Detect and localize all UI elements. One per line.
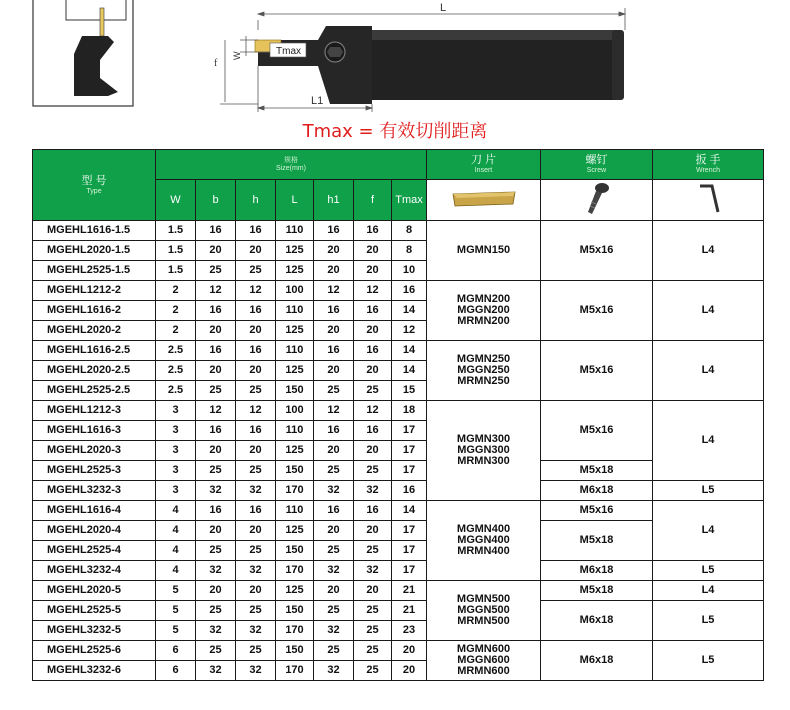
cell-w: 2.5 bbox=[156, 341, 196, 361]
screw-icon bbox=[582, 182, 612, 216]
wrench-cell: L5 bbox=[653, 561, 764, 581]
cell-b: 20 bbox=[196, 521, 236, 541]
cell-h1: 32 bbox=[314, 481, 354, 501]
cell-w: 1.5 bbox=[156, 241, 196, 261]
col-w: W bbox=[156, 180, 196, 221]
insert-cell: MGMN600 MGGN600 MRMN600 bbox=[427, 641, 541, 681]
cell-b: 20 bbox=[196, 241, 236, 261]
cell-b: 16 bbox=[196, 221, 236, 241]
cell-f: 20 bbox=[354, 321, 392, 341]
wrench-cell: L5 bbox=[653, 601, 764, 641]
cell-f: 16 bbox=[354, 501, 392, 521]
cell-b: 25 bbox=[196, 641, 236, 661]
cell-tmax: 20 bbox=[392, 661, 427, 681]
cell-b: 32 bbox=[196, 561, 236, 581]
model-cell: MGEHL2525-6 bbox=[33, 641, 156, 661]
cell-f: 16 bbox=[354, 421, 392, 441]
insert-cell: MGMN300 MGGN300 MRMN300 bbox=[427, 401, 541, 501]
insert-cell: MGMN250 MGGN250 MRMN250 bbox=[427, 341, 541, 401]
cell-f: 12 bbox=[354, 281, 392, 301]
cell-b: 20 bbox=[196, 321, 236, 341]
cell-f: 25 bbox=[354, 621, 392, 641]
spec-table bbox=[32, 149, 764, 681]
cell-h1: 32 bbox=[314, 661, 354, 681]
screw-cell: M5x16 bbox=[541, 281, 653, 341]
table-row bbox=[33, 601, 764, 621]
cell-h: 32 bbox=[236, 561, 276, 581]
screw-cell: M5x18 bbox=[541, 581, 653, 601]
insert-image bbox=[427, 180, 541, 221]
cell-b: 20 bbox=[196, 581, 236, 601]
cell-f: 16 bbox=[354, 301, 392, 321]
cell-b: 25 bbox=[196, 261, 236, 281]
screw-cell: M6x18 bbox=[541, 641, 653, 681]
cell-tmax: 17 bbox=[392, 441, 427, 461]
screw-cell: M6x18 bbox=[541, 561, 653, 581]
cell-h1: 12 bbox=[314, 281, 354, 301]
cell-h1: 32 bbox=[314, 621, 354, 641]
cell-w: 6 bbox=[156, 641, 196, 661]
wrench-cell: L4 bbox=[653, 281, 764, 341]
cell-b: 16 bbox=[196, 501, 236, 521]
cell-h: 32 bbox=[236, 661, 276, 681]
cell-w: 2 bbox=[156, 321, 196, 341]
cell-b: 25 bbox=[196, 541, 236, 561]
cell-w: 1.5 bbox=[156, 261, 196, 281]
tmax-definition: Tmax = 有效切削距离 bbox=[302, 121, 488, 142]
cell-w: 4 bbox=[156, 501, 196, 521]
cell-tmax: 17 bbox=[392, 461, 427, 481]
dimension-w-f bbox=[220, 36, 258, 104]
cell-h: 12 bbox=[236, 401, 276, 421]
cell-w: 3 bbox=[156, 481, 196, 501]
cell-h1: 25 bbox=[314, 641, 354, 661]
col-tmax: Tmax bbox=[392, 180, 427, 221]
wrench-cell: L5 bbox=[653, 641, 764, 681]
model-cell: MGEHL2525-2.5 bbox=[33, 381, 156, 401]
cell-w: 3 bbox=[156, 441, 196, 461]
cell-b: 25 bbox=[196, 601, 236, 621]
cell-h: 20 bbox=[236, 241, 276, 261]
model-cell: MGEHL3232-6 bbox=[33, 661, 156, 681]
cell-l: 125 bbox=[276, 321, 314, 341]
cell-h1: 25 bbox=[314, 381, 354, 401]
cell-h1: 16 bbox=[314, 301, 354, 321]
model-cell: MGEHL2525-1.5 bbox=[33, 261, 156, 281]
cell-f: 25 bbox=[354, 661, 392, 681]
cell-tmax: 14 bbox=[392, 341, 427, 361]
cell-l: 110 bbox=[276, 301, 314, 321]
cell-f: 25 bbox=[354, 641, 392, 661]
cell-h1: 20 bbox=[314, 581, 354, 601]
cell-tmax: 8 bbox=[392, 241, 427, 261]
cell-h: 25 bbox=[236, 381, 276, 401]
cell-b: 25 bbox=[196, 461, 236, 481]
cell-h1: 20 bbox=[314, 321, 354, 341]
cell-h: 20 bbox=[236, 441, 276, 461]
cell-h: 25 bbox=[236, 461, 276, 481]
screw-cell: M6x18 bbox=[541, 601, 653, 641]
dim-label-f: f bbox=[214, 58, 218, 69]
cell-w: 4 bbox=[156, 561, 196, 581]
header-wrench: 扳 手 Wrench bbox=[653, 150, 764, 180]
cell-tmax: 17 bbox=[392, 421, 427, 441]
screw-cell: M5x16 bbox=[541, 401, 653, 461]
cell-l: 170 bbox=[276, 561, 314, 581]
model-cell: MGEHL1616-2 bbox=[33, 301, 156, 321]
cell-f: 12 bbox=[354, 401, 392, 421]
cell-tmax: 16 bbox=[392, 481, 427, 501]
screw-cell: M5x18 bbox=[541, 521, 653, 561]
model-cell: MGEHL1616-1.5 bbox=[33, 221, 156, 241]
cell-tmax: 14 bbox=[392, 301, 427, 321]
header-screw: 螺钉 Screw bbox=[541, 150, 653, 180]
cell-b: 32 bbox=[196, 661, 236, 681]
cell-tmax: 15 bbox=[392, 381, 427, 401]
cell-b: 16 bbox=[196, 301, 236, 321]
cell-h1: 20 bbox=[314, 441, 354, 461]
cell-h: 25 bbox=[236, 541, 276, 561]
cell-tmax: 14 bbox=[392, 501, 427, 521]
cell-h: 25 bbox=[236, 261, 276, 281]
cell-l: 150 bbox=[276, 381, 314, 401]
cell-b: 20 bbox=[196, 441, 236, 461]
cell-f: 25 bbox=[354, 541, 392, 561]
cell-w: 5 bbox=[156, 601, 196, 621]
cell-h: 20 bbox=[236, 361, 276, 381]
wrench-cell: L4 bbox=[653, 221, 764, 281]
cell-h: 32 bbox=[236, 481, 276, 501]
header-type: 型 号 Type bbox=[33, 150, 156, 221]
cell-f: 32 bbox=[354, 481, 392, 501]
model-cell: MGEHL3232-3 bbox=[33, 481, 156, 501]
model-cell: MGEHL2525-4 bbox=[33, 541, 156, 561]
col-l: L bbox=[276, 180, 314, 221]
screw-image bbox=[541, 180, 653, 221]
cell-h: 32 bbox=[236, 621, 276, 641]
table-row bbox=[33, 221, 764, 241]
cell-f: 25 bbox=[354, 461, 392, 481]
cell-tmax: 17 bbox=[392, 541, 427, 561]
table-row bbox=[33, 281, 764, 301]
col-f: f bbox=[354, 180, 392, 221]
dim-label-w: W bbox=[232, 51, 242, 60]
table-row bbox=[33, 581, 764, 601]
cell-w: 2 bbox=[156, 301, 196, 321]
insert-icon bbox=[449, 188, 519, 210]
cell-tmax: 21 bbox=[392, 601, 427, 621]
cell-l: 100 bbox=[276, 281, 314, 301]
insert-cell: MGMN500 MGGN500 MRMN500 bbox=[427, 581, 541, 641]
cell-h: 20 bbox=[236, 581, 276, 601]
screw-cell: M5x16 bbox=[541, 221, 653, 281]
cell-l: 125 bbox=[276, 441, 314, 461]
cell-h1: 16 bbox=[314, 341, 354, 361]
cell-tmax: 20 bbox=[392, 641, 427, 661]
cell-w: 4 bbox=[156, 541, 196, 561]
cell-h: 25 bbox=[236, 641, 276, 661]
cell-h1: 20 bbox=[314, 261, 354, 281]
wrench-cell: L4 bbox=[653, 341, 764, 401]
cell-l: 150 bbox=[276, 541, 314, 561]
cell-b: 16 bbox=[196, 421, 236, 441]
table-row bbox=[33, 501, 764, 521]
model-cell: MGEHL2020-5 bbox=[33, 581, 156, 601]
col-h1: h1 bbox=[314, 180, 354, 221]
model-cell: MGEHL3232-5 bbox=[33, 621, 156, 641]
cell-w: 2.5 bbox=[156, 381, 196, 401]
wrench-cell: L4 bbox=[653, 401, 764, 481]
model-cell: MGEHL2020-2.5 bbox=[33, 361, 156, 381]
cell-tmax: 10 bbox=[392, 261, 427, 281]
cell-l: 150 bbox=[276, 641, 314, 661]
model-cell: MGEHL1616-4 bbox=[33, 501, 156, 521]
cell-tmax: 21 bbox=[392, 581, 427, 601]
cell-l: 150 bbox=[276, 461, 314, 481]
cell-h: 20 bbox=[236, 321, 276, 341]
cell-h: 25 bbox=[236, 601, 276, 621]
cell-f: 25 bbox=[354, 601, 392, 621]
screw-cell: M6x18 bbox=[541, 481, 653, 501]
cell-tmax: 18 bbox=[392, 401, 427, 421]
model-cell: MGEHL2020-3 bbox=[33, 441, 156, 461]
cell-w: 5 bbox=[156, 581, 196, 601]
cell-b: 32 bbox=[196, 621, 236, 641]
cell-f: 16 bbox=[354, 341, 392, 361]
cell-l: 100 bbox=[276, 401, 314, 421]
table-row bbox=[33, 641, 764, 661]
cell-w: 2.5 bbox=[156, 361, 196, 381]
model-cell: MGEHL2020-1.5 bbox=[33, 241, 156, 261]
dim-label-tmax: Tmax bbox=[276, 46, 301, 57]
cell-f: 20 bbox=[354, 261, 392, 281]
cell-l: 125 bbox=[276, 241, 314, 261]
cell-h1: 16 bbox=[314, 421, 354, 441]
cell-h: 16 bbox=[236, 301, 276, 321]
cell-tmax: 17 bbox=[392, 521, 427, 541]
cell-l: 110 bbox=[276, 341, 314, 361]
dim-label-l: L bbox=[440, 2, 447, 14]
cell-b: 32 bbox=[196, 481, 236, 501]
cell-w: 2 bbox=[156, 281, 196, 301]
wrench-cell: L4 bbox=[653, 501, 764, 561]
screw-cell: M5x16 bbox=[541, 341, 653, 401]
screw-cell: M5x18 bbox=[541, 461, 653, 481]
cell-l: 110 bbox=[276, 421, 314, 441]
cell-tmax: 17 bbox=[392, 561, 427, 581]
cell-b: 12 bbox=[196, 281, 236, 301]
cell-l: 170 bbox=[276, 661, 314, 681]
cell-tmax: 8 bbox=[392, 221, 427, 241]
cell-w: 3 bbox=[156, 461, 196, 481]
model-cell: MGEHL1616-3 bbox=[33, 421, 156, 441]
cell-f: 32 bbox=[354, 561, 392, 581]
cell-h1: 16 bbox=[314, 221, 354, 241]
cell-f: 20 bbox=[354, 441, 392, 461]
cell-h1: 16 bbox=[314, 501, 354, 521]
cell-w: 3 bbox=[156, 421, 196, 441]
cell-l: 125 bbox=[276, 361, 314, 381]
cell-h1: 20 bbox=[314, 361, 354, 381]
cell-w: 1.5 bbox=[156, 221, 196, 241]
cell-f: 20 bbox=[354, 581, 392, 601]
model-cell: MGEHL1212-2 bbox=[33, 281, 156, 301]
cell-f: 20 bbox=[354, 521, 392, 541]
cell-tmax: 16 bbox=[392, 281, 427, 301]
cell-l: 150 bbox=[276, 601, 314, 621]
cell-l: 110 bbox=[276, 501, 314, 521]
cell-tmax: 12 bbox=[392, 321, 427, 341]
insert-cell: MGMN400 MGGN400 MRMN400 bbox=[427, 501, 541, 581]
screw-cell: M5x16 bbox=[541, 501, 653, 521]
cell-tmax: 23 bbox=[392, 621, 427, 641]
wrench-cell: L5 bbox=[653, 481, 764, 501]
cell-l: 125 bbox=[276, 521, 314, 541]
cell-h1: 20 bbox=[314, 241, 354, 261]
cell-w: 6 bbox=[156, 661, 196, 681]
cell-l: 125 bbox=[276, 581, 314, 601]
cell-f: 25 bbox=[354, 381, 392, 401]
insert-cell: MGMN200 MGGN200 MRMN200 bbox=[427, 281, 541, 341]
cell-f: 16 bbox=[354, 221, 392, 241]
cell-h1: 12 bbox=[314, 401, 354, 421]
cell-l: 170 bbox=[276, 621, 314, 641]
cell-b: 20 bbox=[196, 361, 236, 381]
model-cell: MGEHL1616-2.5 bbox=[33, 341, 156, 361]
cell-l: 125 bbox=[276, 261, 314, 281]
table-row bbox=[33, 341, 764, 361]
model-cell: MGEHL1212-3 bbox=[33, 401, 156, 421]
dim-label-l1: L1 bbox=[311, 95, 324, 107]
cell-h: 16 bbox=[236, 501, 276, 521]
col-h: h bbox=[236, 180, 276, 221]
spec-body bbox=[33, 221, 764, 681]
header-insert: 刀 片 Insert bbox=[427, 150, 541, 180]
model-cell: MGEHL2020-2 bbox=[33, 321, 156, 341]
cell-h: 16 bbox=[236, 341, 276, 361]
cell-tmax: 14 bbox=[392, 361, 427, 381]
cell-l: 170 bbox=[276, 481, 314, 501]
table-row bbox=[33, 481, 764, 501]
cell-l: 110 bbox=[276, 221, 314, 241]
cell-b: 16 bbox=[196, 341, 236, 361]
model-cell: MGEHL2525-5 bbox=[33, 601, 156, 621]
cell-b: 12 bbox=[196, 401, 236, 421]
side-view-detail bbox=[33, 0, 133, 106]
wrench-cell: L4 bbox=[653, 581, 764, 601]
table-row bbox=[33, 561, 764, 581]
model-cell: MGEHL2525-3 bbox=[33, 461, 156, 481]
cell-h1: 32 bbox=[314, 561, 354, 581]
hex-key-icon bbox=[690, 182, 726, 216]
cell-h: 16 bbox=[236, 221, 276, 241]
col-b: b bbox=[196, 180, 236, 221]
cell-b: 25 bbox=[196, 381, 236, 401]
cell-h1: 20 bbox=[314, 521, 354, 541]
cell-h: 16 bbox=[236, 421, 276, 441]
cell-h1: 25 bbox=[314, 601, 354, 621]
model-cell: MGEHL2020-4 bbox=[33, 521, 156, 541]
cell-w: 5 bbox=[156, 621, 196, 641]
cell-h: 20 bbox=[236, 521, 276, 541]
cell-f: 20 bbox=[354, 361, 392, 381]
cell-w: 4 bbox=[156, 521, 196, 541]
model-cell: MGEHL3232-4 bbox=[33, 561, 156, 581]
cell-h1: 25 bbox=[314, 541, 354, 561]
cell-h1: 25 bbox=[314, 461, 354, 481]
cell-h: 12 bbox=[236, 281, 276, 301]
header-size: 规格 Size(mm) bbox=[156, 150, 427, 180]
table-row bbox=[33, 401, 764, 421]
tool-body bbox=[255, 26, 624, 104]
wrench-image bbox=[653, 180, 764, 221]
cell-f: 20 bbox=[354, 241, 392, 261]
insert-cell: MGMN150 bbox=[427, 221, 541, 281]
cell-w: 3 bbox=[156, 401, 196, 421]
